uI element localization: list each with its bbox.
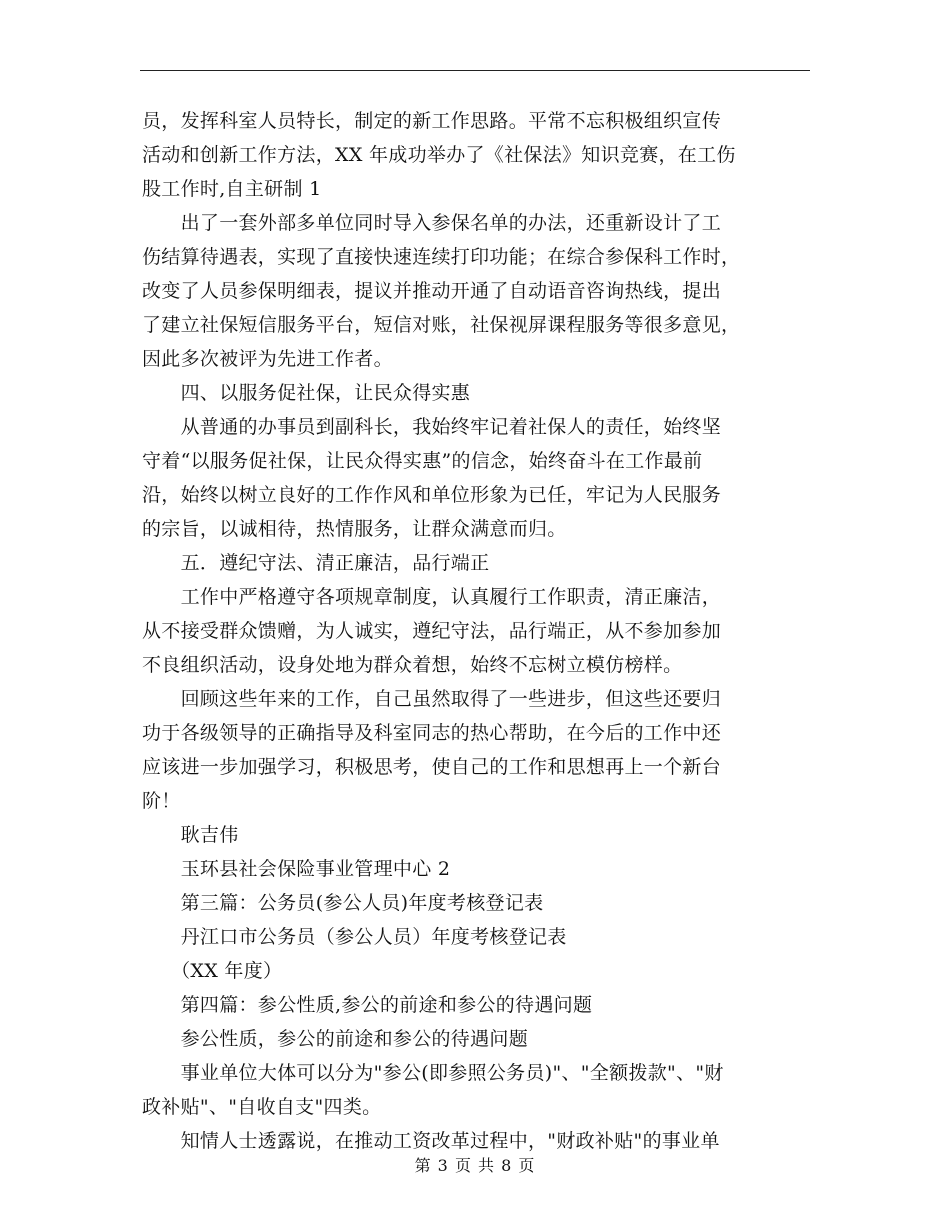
text-line: 不良组织活动，设身处地为群众着想，始终不忘树立模仿榜样。 bbox=[142, 654, 683, 676]
text-line: 沿，始终以树立良好的工作作风和单位形象为已任，牢记为人民服务 bbox=[142, 484, 722, 506]
text-line: 改变了人员参保明细表，提议并推动开通了自动语音咨询热线，提出 bbox=[142, 280, 722, 302]
text-line: 因此多次被评为先进工作者。 bbox=[142, 348, 393, 370]
form-title: 丹江口市公务员（参公人员）年度考核登记表 bbox=[142, 926, 567, 948]
text-line: 活动和创新工作方法，XX 年成功举办了《社保法》知识竞赛，在工伤 bbox=[142, 144, 736, 166]
organization-name: 玉环县社会保险事业管理中心 2 bbox=[142, 858, 451, 880]
text-line: 回顾这些年来的工作，自己虽然取得了一些进步，但这些还要归 bbox=[142, 688, 722, 710]
author-name: 耿吉伟 bbox=[142, 824, 239, 846]
article-subtitle: 参公性质，参公的前途和参公的待遇问题 bbox=[142, 1028, 529, 1050]
section-heading: 四、以服务促社保，让民众得实惠 bbox=[142, 382, 471, 404]
section-heading: 五．遵纪守法、清正廉洁，品行端正 bbox=[142, 552, 490, 574]
text-line: 员，发挥科室人员特长，制定的新工作思路。平常不忘积极组织宣传 bbox=[142, 110, 722, 132]
text-line: 工作中严格遵守各项规章制度，认真履行工作职责，清正廉洁， bbox=[142, 586, 722, 608]
text-line: 了建立社保短信服务平台，短信对账，社保视屏课程服务等很多意见， bbox=[142, 314, 741, 336]
header-rule bbox=[140, 70, 810, 71]
text-line: 的宗旨，以诚相待，热情服务，让群众满意而归。 bbox=[142, 518, 567, 540]
text-line: 知情人士透露说，在推动工资改革过程中，"财政补贴"的事业单 bbox=[142, 1130, 720, 1152]
text-line: 股工作时,自主研制 1 bbox=[142, 178, 322, 200]
text-line: 从不接受群众馈赠，为人诚实，遵纪守法，品行端正，从不参加参加 bbox=[142, 620, 722, 642]
document-body bbox=[142, 104, 810, 1158]
text-line: 阶！ bbox=[142, 790, 181, 812]
text-line: 伤结算待遇表，实现了直接快速连续打印功能；在综合参保科工作时， bbox=[142, 246, 741, 268]
text-line: 出了一套外部多单位同时导入参保名单的办法，还重新设计了工 bbox=[142, 212, 722, 234]
article-title: 第四篇：参公性质,参公的前途和参公的待遇问题 bbox=[142, 994, 593, 1016]
text-line: 功于各级领导的正确指导及科室同志的热心帮助，在今后的工作中还 bbox=[142, 722, 722, 744]
article-title: 第三篇：公务员(参公人员)年度考核登记表 bbox=[142, 892, 544, 914]
text-line: 政补贴"、"自收自支"四类。 bbox=[142, 1096, 382, 1118]
text-line: 事业单位大体可以分为"参公(即参照公务员)"、"全额拨款"、"财 bbox=[142, 1062, 724, 1084]
text-line: 守着“以服务促社保，让民众得实惠”的信念，始终奋斗在工作最前 bbox=[142, 450, 703, 472]
text-line: 应该进一步加强学习，积极思考，使自己的工作和思想再上一个新台 bbox=[142, 756, 722, 778]
page-number: 第 3 页 共 8 页 bbox=[414, 1156, 536, 1175]
form-year: （XX 年度） bbox=[142, 960, 283, 982]
text-line: 从普通的办事员到副科长，我始终牢记着社保人的责任，始终坚 bbox=[142, 416, 722, 438]
